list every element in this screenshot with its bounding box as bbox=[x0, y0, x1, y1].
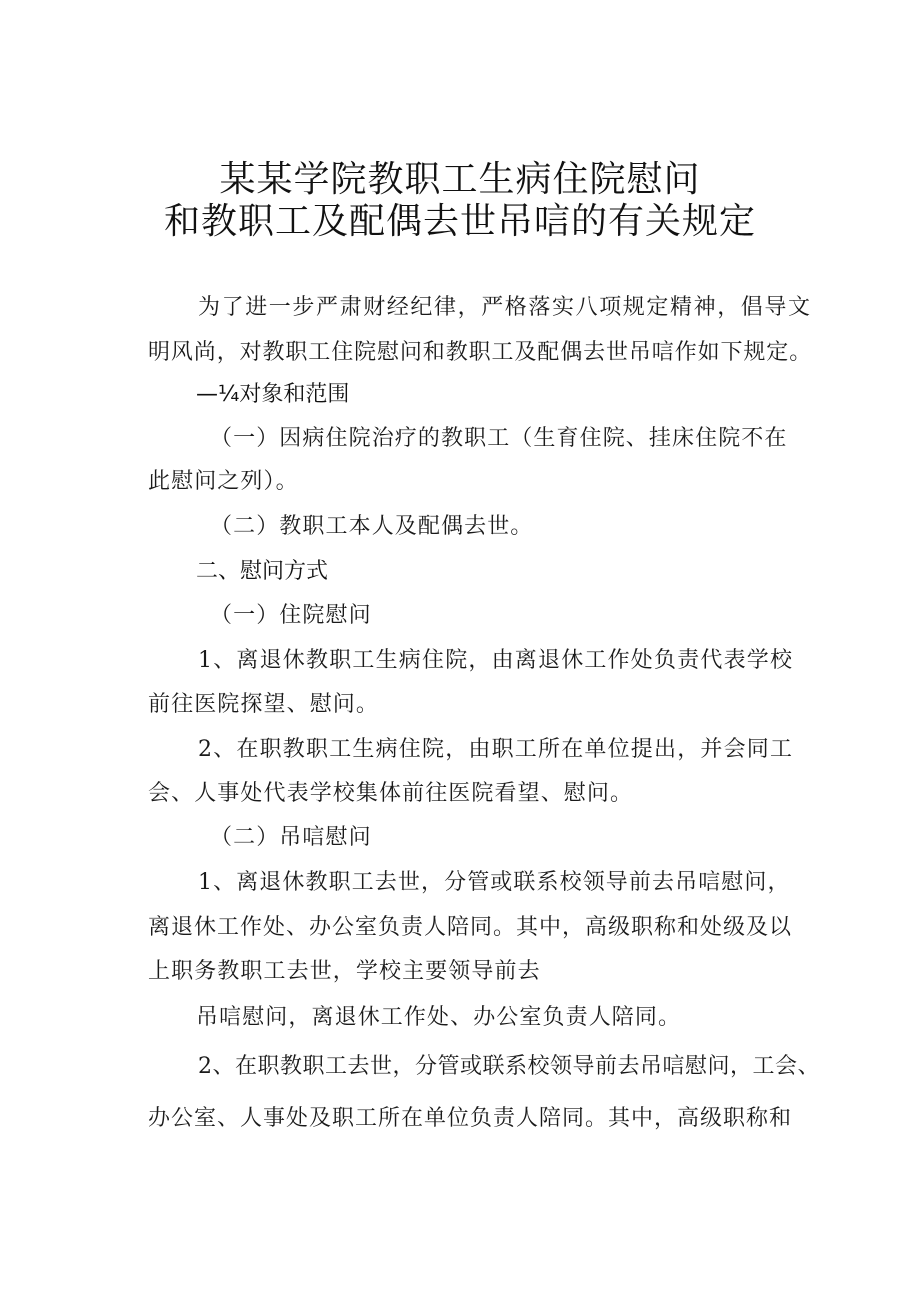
section-2-sub-1-paragraph-2-line-1: 2、在职教职工生病住院，由职工所在单位提出，并会同工 bbox=[198, 737, 794, 762]
section-1-item-2: （二）教职工本人及配偶去世。 bbox=[210, 514, 534, 539]
document-title-line-1: 某某学院教职工生病住院慰问 bbox=[219, 159, 701, 200]
intro-paragraph-line-2: 明风尚，对教职工住院慰问和教职工及配偶去世吊唁作如下规定。 bbox=[148, 340, 813, 365]
section-2-sub-1-paragraph-1-line-2: 前往医院探望、慰问。 bbox=[148, 692, 380, 717]
section-2-sub-2-paragraph-1-line-2: 离退休工作处、办公室负责人陪同。其中，高级职称和处级及以 bbox=[148, 915, 793, 940]
section-2-sub-2-paragraph-1-line-3: 上职务教职工去世，学校主要领导前去 bbox=[148, 959, 541, 984]
section-2-heading: 二、慰问方式 bbox=[196, 559, 329, 584]
section-2-sub-2-paragraph-2-line-2: 办公室、人事处及职工所在单位负责人陪同。其中，高级职称和 bbox=[148, 1106, 793, 1131]
section-1-heading: —¼对象和范围 bbox=[196, 382, 350, 407]
section-2-sub-1-paragraph-1-line-1: 1、离退休教职工生病住院，由离退休工作处负责代表学校 bbox=[198, 648, 794, 673]
section-2-subheading-1: （一）住院慰问 bbox=[210, 603, 372, 628]
section-2-sub-2-paragraph-2-line-1: 2、在职教职工去世，分管或联系校领导前去吊唁慰问，工会、 bbox=[198, 1054, 820, 1079]
section-2-sub-2-paragraph-1-line-4: 吊唁慰问，离退休工作处、办公室负责人陪同。 bbox=[196, 1005, 682, 1030]
intro-paragraph-line-1: 为了进一步严肃财经纪律，严格落实八项规定精神，倡导文 bbox=[198, 295, 812, 320]
document-title-line-2: 和教职工及配偶去世吊唁的有关规定 bbox=[163, 201, 756, 242]
section-1-item-1-line-1: （一）因病住院治疗的教职工（生育住院、挂床住院不在 bbox=[210, 426, 788, 451]
section-2-sub-2-paragraph-1-line-1: 1、离退休教职工去世，分管或联系校领导前去吊唁慰问， bbox=[198, 870, 791, 895]
section-1-item-1-line-2: 此慰问之列）。 bbox=[148, 469, 299, 494]
section-2-subheading-2: （二）吊唁慰问 bbox=[210, 825, 372, 850]
section-2-sub-1-paragraph-2-line-2: 会、人事处代表学校集体前往医院看望、慰问。 bbox=[148, 781, 634, 806]
